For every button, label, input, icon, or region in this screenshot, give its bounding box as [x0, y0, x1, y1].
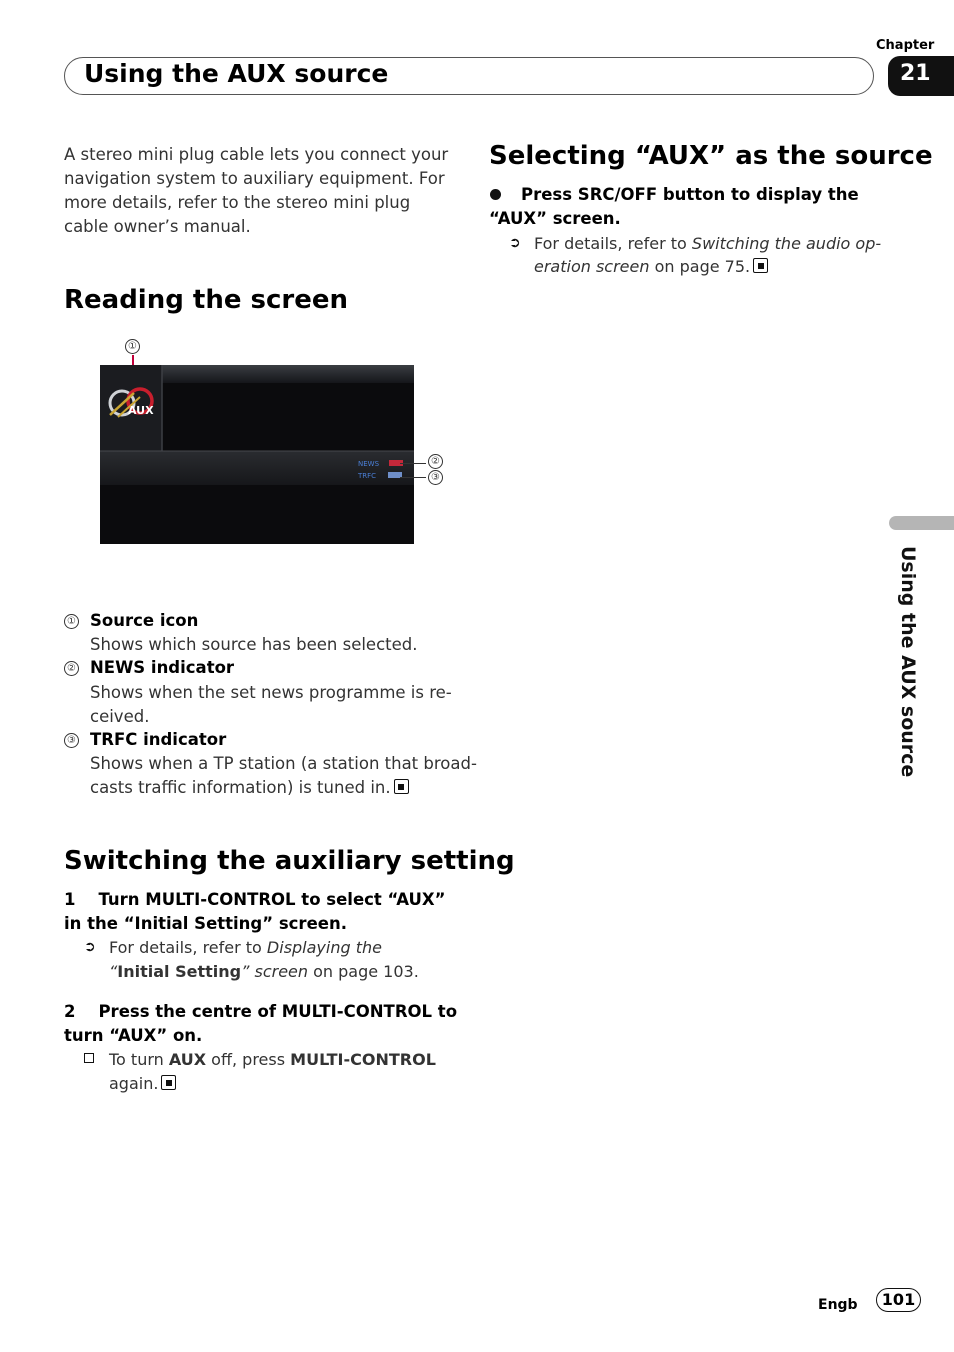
switching-note1-line2: [109, 960, 419, 984]
switching-step2-line2: turn “AUX” on.: [64, 1026, 203, 1045]
reading-heading: Reading the screen: [64, 285, 349, 315]
selecting-note-pre: For details, refer to: [534, 234, 692, 253]
end-mark-icon: [753, 258, 768, 273]
note1-italic2: ” screen: [241, 962, 309, 981]
end-mark-icon: [394, 779, 409, 794]
chapter-number: 21: [888, 56, 954, 96]
news-indicator-label: NEWS: [358, 460, 380, 468]
end-mark-icon: [161, 1075, 176, 1090]
legend-num-3: ③: [64, 733, 79, 748]
note2-mid: off, press: [206, 1050, 291, 1069]
side-tab: [889, 516, 954, 530]
intro-paragraph: A stereo mini plug cable lets you connect your navigation system to auxiliary equipment. For more details, refer to the stereo mini plug cable owner’s manual.: [64, 145, 449, 236]
legend-desc-source-icon: Shows which source has been selected.: [90, 635, 418, 654]
switching-step1-line1: 1 Turn MULTI-CONTROL to select “AUX”: [64, 890, 446, 909]
selecting-step-line1: Press SRC/OFF button to display the: [521, 185, 859, 204]
note2-pre: To turn: [109, 1050, 169, 1069]
callout-2: ②: [428, 454, 443, 469]
note1-bold: Initial Setting: [117, 962, 242, 981]
chapter-label: Chapter: [876, 38, 935, 53]
note2-post: again.: [109, 1074, 159, 1093]
legend-num-1: ①: [64, 614, 79, 629]
legend-num-2: ②: [64, 661, 79, 676]
language-code: Engb: [818, 1297, 858, 1313]
bullet-dot-icon: [490, 189, 501, 200]
note1-pre: For details, refer to: [109, 938, 267, 957]
legend-title-source-icon: Source icon: [90, 611, 199, 630]
switching-note1-line1: [109, 936, 382, 960]
note1-italic: Displaying the: [266, 938, 382, 957]
switching-step2-line1: 2 Press the centre of MULTI-CONTROL to: [64, 1002, 458, 1021]
page-number: 101: [876, 1288, 921, 1312]
aux-icon-label: AUX: [128, 404, 154, 417]
callout-3-leader: [400, 477, 426, 478]
selecting-note-italic1: Switching the audio op-: [691, 234, 882, 253]
callout-1: ①: [125, 339, 140, 354]
side-tab-label: Using the AUX source: [897, 546, 919, 778]
switching-step1-line2: in the “Initial Setting” screen.: [64, 914, 347, 933]
selecting-step-line2: “AUX” screen.: [489, 209, 621, 228]
legend-title-trfc: TRFC indicator: [90, 730, 227, 749]
legend-desc-trfc-2-text: casts traffic information) is tuned in.: [90, 778, 391, 797]
note2-bold2: MULTI-CONTROL: [290, 1050, 436, 1069]
trfc-indicator-label: TRFC: [358, 472, 377, 480]
checkbox-bullet-icon: [84, 1053, 94, 1063]
note1-quote: “: [109, 962, 118, 981]
arrow-bullet-icon: ➲: [84, 939, 96, 955]
arrow-bullet-icon: ➲: [509, 235, 521, 251]
note2-bold1: AUX: [168, 1050, 207, 1069]
switching-note2-line2: [109, 1072, 176, 1096]
selecting-heading: Selecting “AUX” as the source: [489, 141, 933, 171]
legend-title-news: NEWS indicator: [90, 658, 235, 677]
screen-illustration: [100, 365, 414, 544]
page-title: Using the AUX source: [84, 59, 389, 88]
selecting-note-post: on page 75.: [649, 257, 751, 276]
selecting-note-italic2: eration screen: [534, 257, 650, 276]
note1-post: on page 103.: [308, 962, 419, 981]
selecting-note-line2: [534, 255, 768, 279]
screen-svg: [100, 365, 414, 544]
legend-desc-news-1: Shows when the set news programme is re-: [90, 683, 452, 702]
switching-heading: Switching the auxiliary setting: [64, 846, 515, 876]
selecting-note-line1: [534, 232, 881, 256]
callout-3: ③: [428, 470, 443, 485]
legend-desc-trfc-2: [90, 776, 409, 800]
callout-2-leader: [400, 463, 426, 464]
legend-desc-news-2: ceived.: [90, 707, 150, 726]
switching-note2-line1: [109, 1048, 436, 1072]
legend-desc-trfc-1: Shows when a TP station (a station that broad-: [90, 754, 477, 773]
